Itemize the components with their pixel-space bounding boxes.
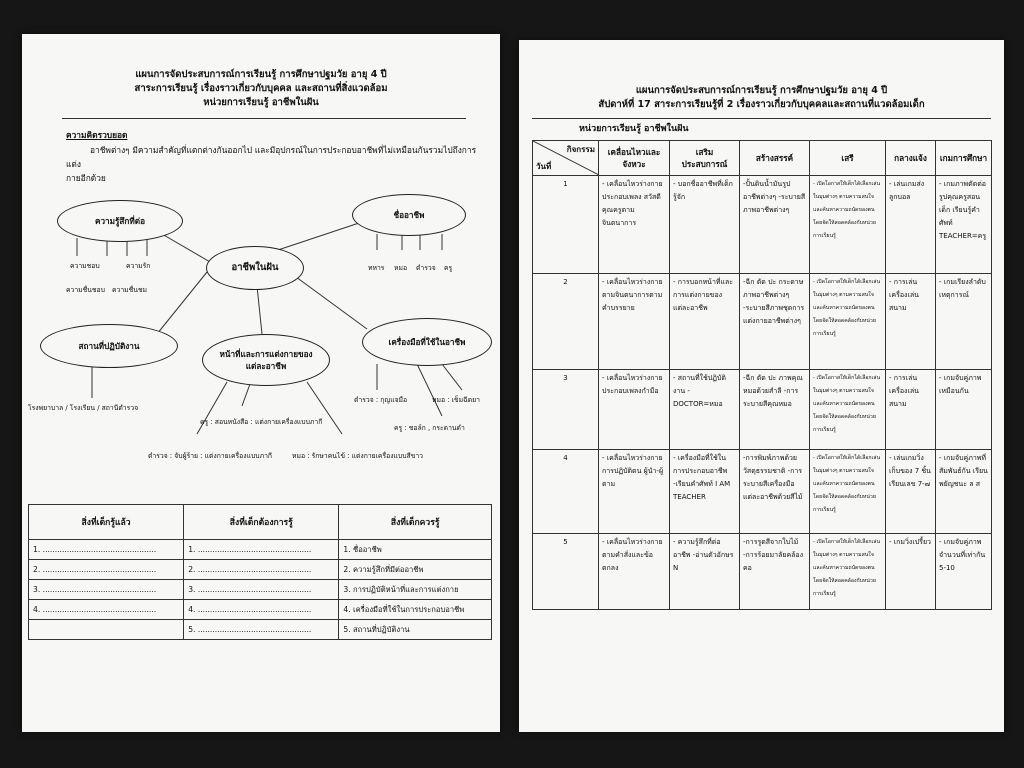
games-cell: - เกมจับคู่ภาพจำนวนที่เท่ากัน 5-10	[936, 534, 992, 610]
games-cell: - เกมเรียงลำดับเหตุการณ์	[936, 274, 992, 370]
right-title-underline	[532, 118, 991, 119]
creative-cell: -ปั้นดินน้ำมันรูปอาชีพต่างๆ -ระบายสีภาพอาชีพต่างๆ	[740, 176, 810, 274]
table-row	[533, 450, 992, 534]
know-cell: 4. ...............................................	[29, 600, 184, 620]
duty-doctor-label: หมอ : รักษาคนไข้ : แต่งกายเครื่องแบบสีขาว	[292, 452, 423, 460]
header-experience: เสริมประสบการณ์	[670, 141, 740, 176]
bubble-workplaces: สถานที่ปฏิบัติงาน	[40, 324, 178, 368]
experience-cell: - สถานที่ใช้ปฏิบัติงาน -DOCTOR=หมอ	[670, 370, 740, 450]
know-cell: 1. ชื่ออาชีพ	[339, 540, 492, 560]
bubble-duties-and-attire: หน้าที่และการแต่งกายของแต่ละอาชีพ	[202, 334, 330, 386]
experience-cell: - เครื่องมือที่ใช้ในการประกอบอาชีพ -เรียนคำศัพท์ I AM TEACHER	[670, 450, 740, 534]
table-row	[533, 370, 992, 450]
name-police-label: ตำรวจ	[416, 264, 436, 272]
free-play-cell: - เปิดโอกาสให้เด็กได้เลือกเล่นในมุมต่างๆ ตามความสนใจและค้นหาความถนัดของตนโดยจัดให้สอดคล้องกับหน่วยการเรียนรู้	[810, 450, 886, 534]
experience-cell: - การบอกหน้าที่และการแต่งกายของแต่ละอาชีพ	[670, 274, 740, 370]
know-cell: 5. สถานที่ปฏิบัติงาน	[339, 620, 492, 640]
creative-cell: -การพิมพ์ภาพด้วยวัสดุธรรมชาติ -การระบายสีเครื่องมือแต่ละอาชีพด้วยสีไม้	[740, 450, 810, 534]
know-cell: 5. ...............................................	[184, 620, 339, 640]
table-row	[29, 600, 492, 620]
bubble-career-names: ชื่ออาชีพ	[352, 194, 466, 236]
unit-title: หน่วยการเรียนรู้ อาชีพในฝัน	[579, 124, 689, 134]
plan-corner-cell	[533, 141, 599, 176]
feeling-like-label: ความชอบ	[70, 262, 100, 270]
movement-cell: - เคลื่อนไหวร่างกายตามจินตนาการตามคำบรรยาย	[599, 274, 670, 370]
day-number: 2	[533, 274, 599, 370]
games-cell: - เกมจับคู่ภาพเหมือนกัน	[936, 370, 992, 450]
weekly-activity-table	[532, 140, 992, 610]
day-number: 1	[533, 176, 599, 274]
creative-cell: -การรูดสีจากใบไม้ -การร้อยมาลัยคล้องคอ	[740, 534, 810, 610]
bubble-feelings: ความรู้สึกที่ต่อ	[57, 200, 183, 242]
know-cell: 2. ...............................................	[184, 560, 339, 580]
header-educational-games: เกมการศึกษา	[936, 141, 992, 176]
knowledge-table	[28, 504, 492, 640]
left-title-line-2: สาระการเรียนรู้ เรื่องราวเกี่ยวกับบุคคล และสถานที่สิ่งแวดล้อม	[134, 83, 388, 94]
feeling-admire-label: ความชื่นชม	[112, 286, 148, 294]
know-cell: 3. ...............................................	[184, 580, 339, 600]
know-cell: 1. ...............................................	[29, 540, 184, 560]
movement-cell: - เคลื่อนไหวร่างกายตามคำสั่งและข้อตกลง	[599, 534, 670, 610]
movement-cell: - เคลื่อนไหวร่างกายประกอบเพลง สวัสดีคุณครูตามจินตนาการ	[599, 176, 670, 274]
duty-police-label: ตำรวจ : จับผู้ร้าย : แต่งกายเครื่องแบบภากี	[148, 452, 273, 460]
day-number: 5	[533, 534, 599, 610]
movement-cell: - เคลื่อนไหวร่างกายการปฏิบัติตน ผู้นำ-ผู้ตาม	[599, 450, 670, 534]
free-play-cell: - เปิดโอกาสให้เด็กได้เลือกเล่นในมุมต่างๆ ตามความสนใจและค้นหาความถนัดของตนโดยจัดให้สอดคล้องกับหน่วยการเรียนรู้	[810, 534, 886, 610]
concept-line-1: อาชีพต่างๆ มีความสำคัญที่แตกต่างกันออกไป และมีอุปกรณ์ในการประกอบอาชีพที่ไม่เหมือนกันรวมไปถึงการแต่ง	[66, 145, 477, 169]
name-doctor-label: หมอ	[394, 264, 408, 272]
bubble-tools: เครื่องมือที่ใช้ในอาชีพ	[362, 318, 492, 366]
free-play-cell: - เปิดโอกาสให้เด็กได้เลือกเล่นในมุมต่างๆ ตามความสนใจและค้นหาความถนัดของตนโดยจัดให้สอดคล้องกับหน่วยการเรียนรู้	[810, 274, 886, 370]
name-teacher-label: ครู	[444, 264, 453, 272]
right-title-line-1: แผนการจัดประสบการณ์การเรียนรู้ การศึกษาปฐมวัย อายุ 4 ปี	[635, 85, 888, 96]
know-cell: 3. การปฏิบัติหน้าที่และการแต่งกาย	[339, 580, 492, 600]
left-title-line-1: แผนการจัดประสบการณ์การเรียนรู้ การศึกษาปฐมวัย อายุ 4 ปี	[135, 69, 387, 80]
table-row	[29, 560, 492, 580]
left-title-line-3: หน่วยการเรียนรู้ อาชีพในฝัน	[203, 97, 319, 108]
outdoor-cell: - เกมวิ่งเปรี้ยว	[886, 534, 936, 610]
table-row	[533, 534, 992, 610]
know-header-want: สิ่งที่เด็กต้องการรู้	[184, 505, 339, 540]
outdoor-cell: - เล่นเกมส่งลูกบอล	[886, 176, 936, 274]
header-outdoor: กลางแจ้ง	[886, 141, 936, 176]
duty-teacher-label: ครู : สอนหนังสือ : แต่งกายเครื่องแบบภากี	[200, 418, 323, 426]
table-row	[533, 274, 992, 370]
outdoor-cell: - การเล่นเครื่องเล่นสนาม	[886, 274, 936, 370]
know-cell: 1. ...............................................	[184, 540, 339, 560]
games-cell: - เกมภาพตัดต่อรูปคุณครูสอนเด็ก เรียนรู้คำศัพท์ TEACHER=ครู	[936, 176, 992, 274]
corner-activity-label: กิจกรรม	[566, 145, 595, 154]
movement-cell: - เคลื่อนไหวร่างกายประกอบเพลงกำมือ	[599, 370, 670, 450]
table-row	[29, 580, 492, 600]
feeling-love-label: ความรัก	[126, 262, 151, 270]
knowledge-table-header-row	[29, 505, 492, 540]
outdoor-cell: - เล่นเกมวิ่งเก็บของ 7 ชิ้น เรียนเลข 7-๗	[886, 450, 936, 534]
table-row	[29, 540, 492, 560]
free-play-cell: - เปิดโอกาสให้เด็กได้เลือกเล่นในมุมต่างๆ ตามความสนใจและค้นหาความถนัดของตนโดยจัดให้สอดคล้องกับหน่วยการเรียนรู้	[810, 176, 886, 274]
table-row	[29, 620, 492, 640]
right-title-block	[519, 84, 1004, 112]
right-document-page	[519, 40, 1004, 732]
know-cell: 4. ...............................................	[184, 600, 339, 620]
know-header-known: สิ่งที่เด็กรู้แล้ว	[29, 505, 184, 540]
know-cell: 2. ความรู้สึกที่มีต่ออาชีพ	[339, 560, 492, 580]
know-header-should: สิ่งที่เด็กควรรู้	[339, 505, 492, 540]
know-cell	[29, 620, 184, 640]
tool-doctor-label: หมอ : เข็มฉีดยา	[432, 396, 480, 404]
header-movement: เคลื่อนไหวและจังหวะ	[599, 141, 670, 176]
creative-cell: -ฉีก ตัด ปะ ภาพคุณหมอด้วยสำลี -การระบายสีคุณหมอ	[740, 370, 810, 450]
workplaces-label: โรงพยาบาล / โรงเรียน / สถานีตำรวจ	[28, 404, 139, 412]
know-cell: 2. ...............................................	[29, 560, 184, 580]
header-free-play: เสรี	[810, 141, 886, 176]
table-row	[533, 176, 992, 274]
right-title-line-2: สัปดาห์ที่ 17 สาระการเรียนรู้ที่ 2 เรื่องราวเกี่ยวกับบุคคลและสถานที่แวดล้อมเด็ก	[598, 99, 925, 110]
header-creative: สร้างสรรค์	[740, 141, 810, 176]
center-bubble-dream-career: อาชีพในฝัน	[206, 246, 304, 290]
concept-line-2: กายอีกด้วย	[66, 173, 106, 183]
left-document-page	[22, 34, 500, 732]
games-cell: - เกมจับคู่ภาพที่สัมพันธ์กัน เรียนพยัญชนะ ล ส	[936, 450, 992, 534]
know-cell: 3. ...............................................	[29, 580, 184, 600]
experience-cell: - ความรู้สึกที่ต่ออาชีพ -อ่านตัวอักษร N	[670, 534, 740, 610]
free-play-cell: - เปิดโอกาสให้เด็กได้เลือกเล่นในมุมต่างๆ ตามความสนใจและค้นหาความถนัดของตนโดยจัดให้สอดคล้องกับหน่วยการเรียนรู้	[810, 370, 886, 450]
creative-cell: -ฉีก ตัด ปะ กระดาษภาพอาชีพต่างๆ -ระบายสีภาพชุดการแต่งกายอาชีพต่างๆ	[740, 274, 810, 370]
outdoor-cell: - การเล่นเครื่องเล่นสนาม	[886, 370, 936, 450]
plan-header-row	[533, 141, 992, 176]
concept-heading: ความคิดรวบยอด	[66, 130, 128, 140]
tool-teacher-label: ครู : ชอล์ก , กระดานดำ	[394, 424, 465, 432]
day-number: 3	[533, 370, 599, 450]
tool-police-label: ตำรวจ : กุญแจมือ	[354, 396, 408, 404]
day-number: 4	[533, 450, 599, 534]
name-soldier-label: ทหาร	[368, 264, 385, 272]
know-cell: 4. เครื่องมือที่ใช้ในการประกอบอาชีพ	[339, 600, 492, 620]
experience-cell: - บอกชื่ออาชีพที่เด็กรู้จัก	[670, 176, 740, 274]
feeling-fond-label: ความชื่นชอบ	[66, 286, 105, 294]
corner-day-label: วันที่	[536, 162, 552, 171]
